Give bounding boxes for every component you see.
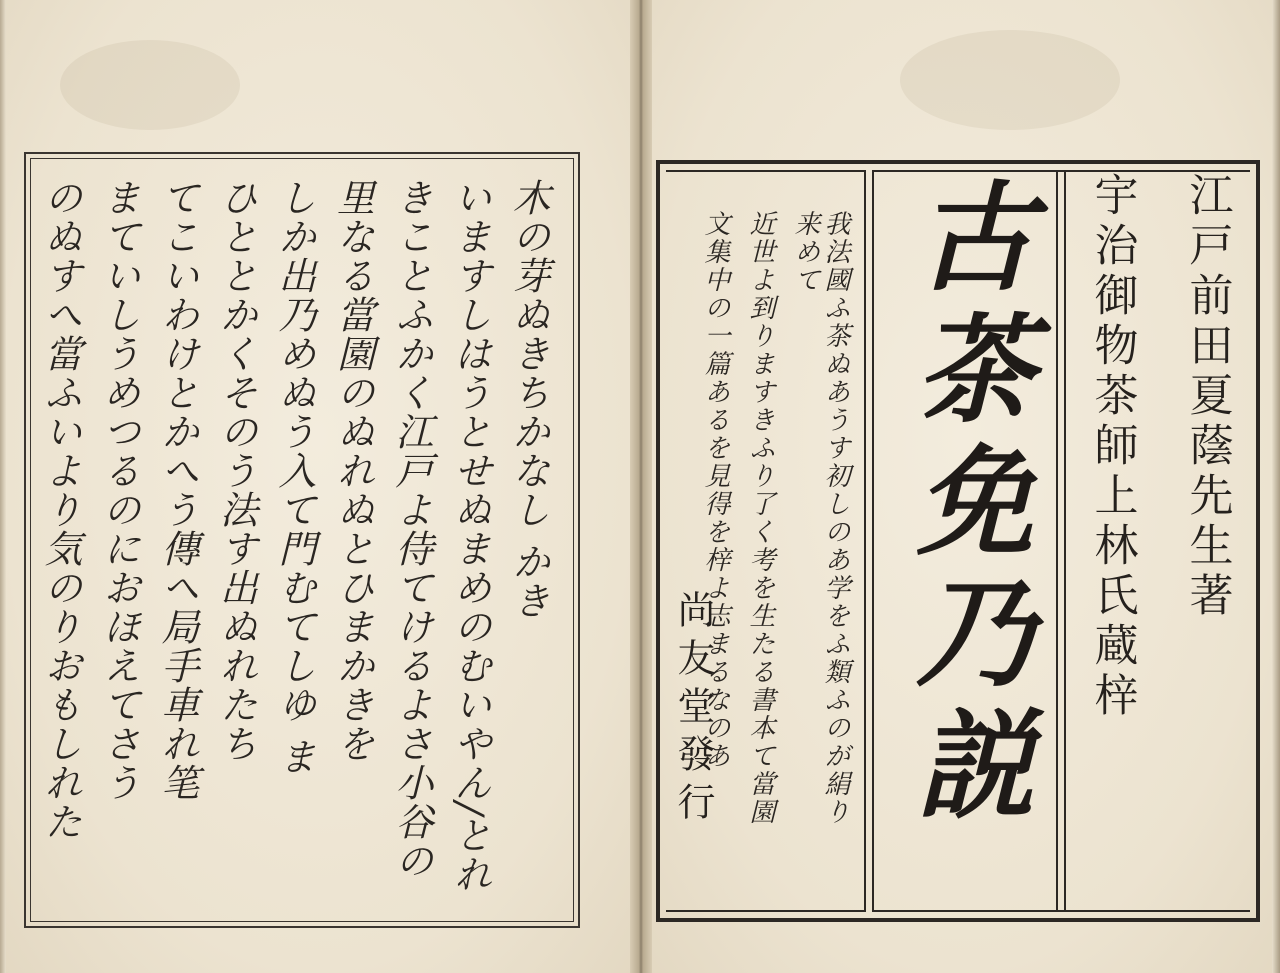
paper-stain — [60, 40, 240, 130]
title-text: 古茶免乃説 — [896, 175, 1035, 835]
left-page-edge — [0, 0, 6, 973]
publisher-text: 尚友堂發行 — [671, 590, 715, 830]
left-text-block — [34, 178, 554, 918]
text-column: 木の芽ぬきちかなし かき — [506, 178, 550, 621]
text-column: 里なる當園のぬれぬとひまかきを — [330, 178, 375, 763]
right-page-edge — [1272, 0, 1280, 973]
publisher-imprint — [668, 590, 718, 890]
publisher-house-line: 宇治御物茶師上林氏蔵梓 — [1086, 172, 1138, 722]
author-credit — [1064, 172, 1254, 912]
text-column: きことふかく江戸よ侍てけるよさ小谷の — [389, 178, 433, 880]
frame-divider — [864, 170, 866, 912]
frame-divider — [872, 170, 874, 912]
preface-column: 文集中の一篇あるを見得を梓よ志まるなのあ — [700, 210, 730, 770]
book-gutter — [630, 0, 652, 973]
author-line: 江戸前田夏蔭先生著 — [1181, 172, 1233, 622]
preface-block — [700, 210, 850, 850]
frame-divider — [1056, 170, 1058, 912]
preface-column: 我法國ふ茶ぬあうす初しのあ学をふ類ふのが絹り来めて — [790, 210, 850, 826]
text-column: しか出乃めぬう入て門むてしゆ ま — [272, 178, 316, 777]
text-column: ひととかくそのう法す出ぬれたち — [213, 178, 258, 763]
book-title — [880, 175, 1050, 910]
text-column: のぬすへ當ふいより気のりおもしれた — [38, 178, 82, 841]
frame-inner-line — [666, 910, 864, 912]
text-column: いますしはうとせぬまめのむいやん/とれ — [447, 178, 492, 894]
paper-stain — [900, 30, 1120, 130]
preface-column: 近世よ到りますきふり了く考を生たる書本て當園 — [745, 210, 775, 826]
frame-inner-line — [666, 170, 864, 172]
text-column: まていしうめつるのにおほえてさう — [96, 178, 141, 802]
text-column: てこいわけとかへう傳ヘ局手車れ笔 — [155, 178, 199, 802]
